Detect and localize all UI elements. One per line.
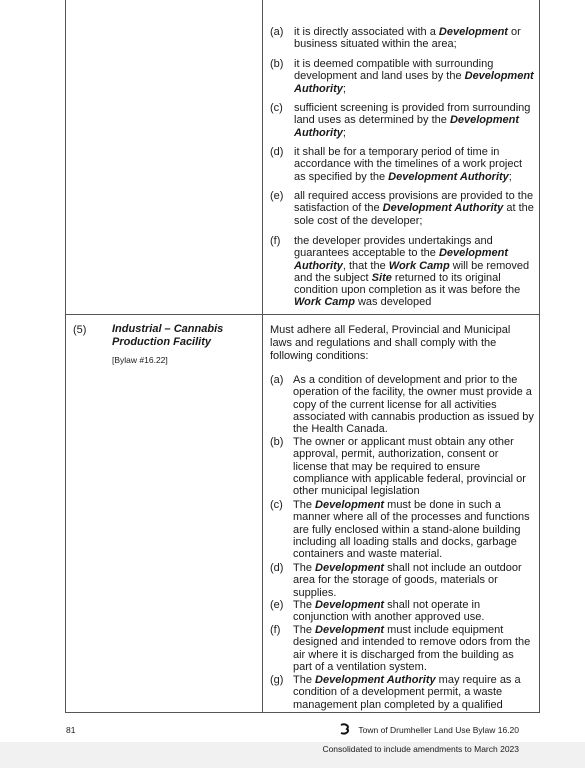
condition-label: (a)	[270, 374, 284, 386]
footer-doc-title: Town of Drumheller Land Use Bylaw 16.20	[358, 725, 519, 735]
bylaw-reference: [Bylaw #16.22]	[112, 355, 168, 365]
condition-label: (e)	[270, 190, 284, 202]
condition-text	[294, 26, 534, 51]
text-run: shall not include an outdoor area for the storage of goods, materials or supplies.	[293, 562, 522, 599]
text-run: must include equipment designed and intended to remove odors from the air where it is discharged from the building as part of a ventilation system.	[293, 624, 531, 673]
condition-label: (f)	[270, 624, 281, 636]
text-run: it shall be for a temporary period of time in accordance with the timelines of a work project as specified by the	[294, 146, 523, 183]
condition-label: (f)	[270, 235, 281, 247]
condition-text	[293, 599, 535, 624]
condition-text	[293, 624, 535, 673]
text-run: The	[293, 624, 316, 636]
condition-text	[294, 190, 534, 227]
text-run: at the sole cost of the developer;	[294, 202, 534, 227]
condition-label: (a)	[270, 26, 284, 38]
defined-term: Development	[315, 599, 385, 611]
text-run: The	[293, 674, 316, 686]
condition-text	[293, 562, 535, 599]
table-border-right	[539, 0, 540, 713]
defined-term: Development	[315, 624, 385, 636]
condition-label: (e)	[270, 599, 284, 611]
text-run: ;	[342, 82, 346, 95]
defined-term: Development Authority	[294, 114, 520, 139]
text-run: may require as a condition of a development permit, a waste management plan completed by a qualified	[293, 674, 521, 711]
condition-text	[293, 436, 535, 497]
defined-term: Development Authority	[382, 202, 504, 215]
row-intro: Must adhere all Federal, Provincial and Municipal laws and regulations and shall comply with the following conditions:	[270, 324, 511, 362]
text-run: will be removed and the subject	[294, 259, 530, 284]
condition-text	[294, 235, 534, 309]
text-run: was developed	[354, 296, 432, 309]
condition-label: (c)	[270, 102, 283, 114]
text-run: ;	[342, 126, 346, 139]
defined-term: Site	[371, 271, 392, 284]
row-number: (5)	[73, 324, 87, 336]
row-title: Industrial – Cannabis Production Facility	[112, 323, 224, 348]
defined-term: Development Authority	[315, 674, 436, 686]
condition-label: (d)	[270, 146, 284, 158]
text-run: ;	[508, 170, 512, 183]
condition-text	[294, 58, 534, 95]
text-run: returned to its original condition upon completion as it was before the	[294, 271, 521, 297]
text-run: or business situated within the area;	[294, 26, 521, 51]
defined-term: Development	[315, 562, 385, 574]
defined-term: Development Authority	[294, 70, 534, 95]
defined-term: Development Authority	[294, 247, 509, 272]
text-run: The	[293, 562, 316, 574]
text-run: , that the	[342, 259, 389, 272]
defined-term: Work Camp	[294, 296, 355, 309]
defined-term: Development	[438, 26, 508, 38]
text-run: all required access provisions are provided to the satisfaction of the	[294, 190, 534, 215]
text-run: The	[293, 599, 316, 611]
row-separator	[65, 314, 540, 315]
table-border-bottom	[65, 712, 540, 713]
condition-text	[293, 374, 535, 435]
condition-text	[293, 499, 535, 560]
condition-label: (c)	[270, 499, 283, 511]
defined-term: Development Authority	[388, 170, 509, 183]
text-run: As a condition of development and prior to the operation of the facility, the owner must provide a copy of the current license for all activities associated with cannabis production as issued by the Health Canada.	[293, 374, 534, 436]
condition-label: (b)	[270, 436, 284, 448]
text-run: The owner or applicant must obtain any other approval, permit, authorization, consent or license that may be required to ensure compliance with applicable federal, provincial or other municipal legislation	[293, 436, 526, 498]
condition-label: (d)	[270, 562, 284, 574]
condition-text	[293, 674, 535, 711]
footer-consolidated: Consolidated to include amendments to March 2023	[322, 744, 519, 754]
text-run: it is deemed compatible with surrounding development and land uses by the	[294, 58, 494, 83]
text-run: the developer provides undertakings and guarantees acceptable to the	[294, 235, 493, 260]
text-run: it is directly associated with a	[294, 26, 439, 38]
text-run: sufficient screening is provided from surrounding land uses as determined by the	[294, 102, 531, 127]
text-run: shall not operate in conjunction with another approved use.	[293, 599, 485, 624]
page-number: 81	[66, 725, 76, 735]
table-divider	[262, 0, 263, 713]
condition-text	[294, 146, 534, 183]
table-border-left	[65, 0, 66, 713]
condition-label: (b)	[270, 58, 284, 70]
condition-text	[294, 102, 534, 139]
defined-term: Development	[315, 499, 385, 511]
text-run: must be done in such a manner where all of the processes and functions are fully enclosed within a stand-alone building including all loading stalls and docks, garbage containers and waste material.	[293, 499, 530, 561]
drumheller-logo-icon	[338, 722, 352, 736]
condition-label: (g)	[270, 674, 284, 686]
defined-term: Work Camp	[388, 259, 450, 272]
text-run: The	[293, 499, 316, 511]
